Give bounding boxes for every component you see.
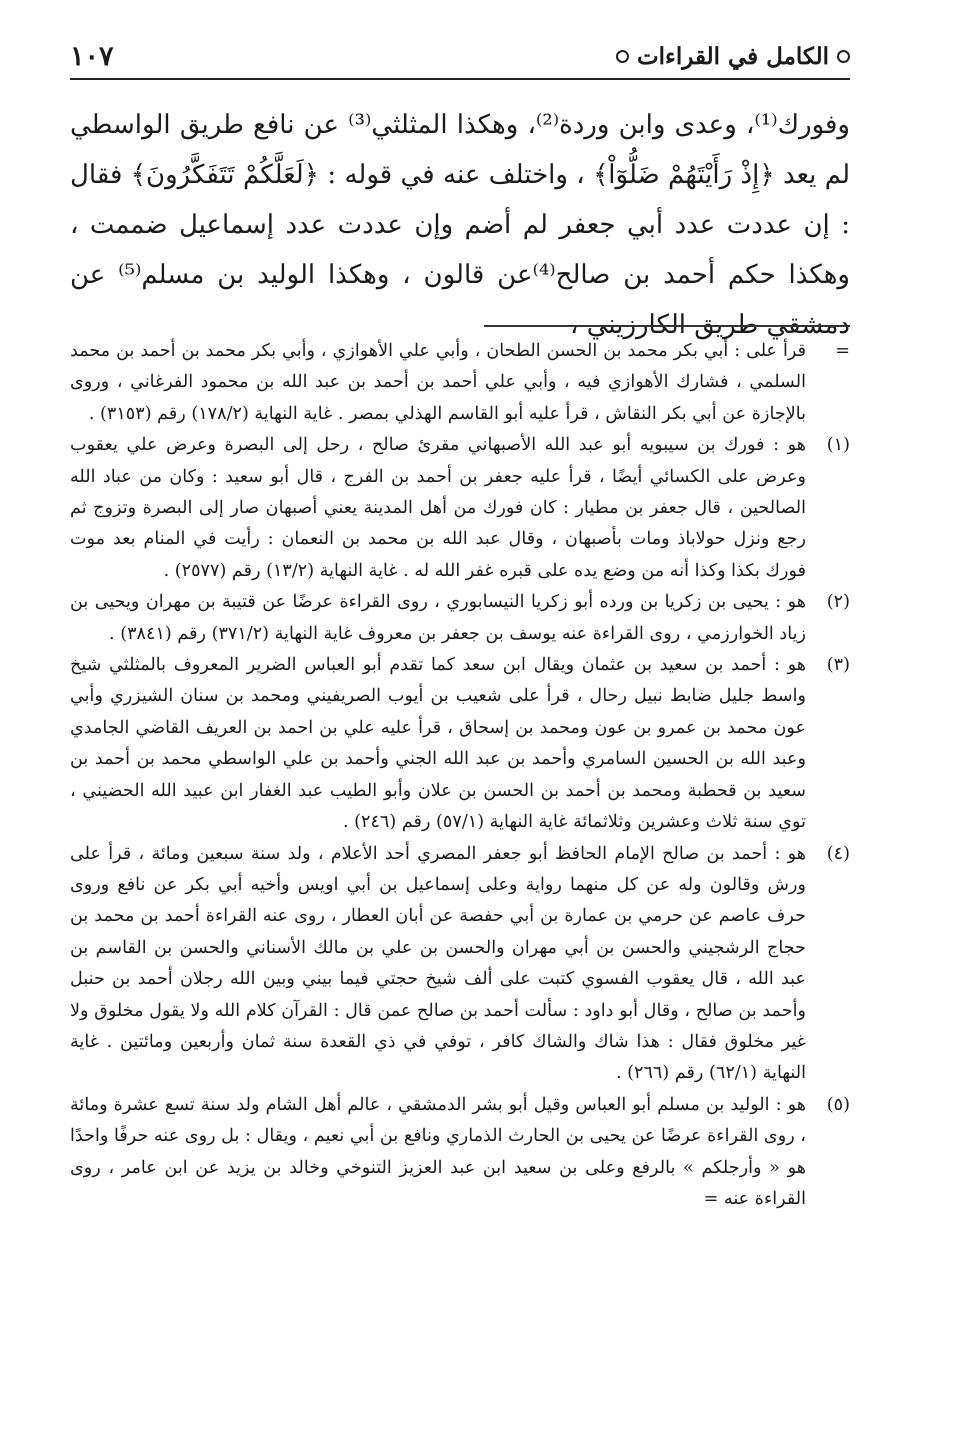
footnote-3 xyxy=(70,650,850,838)
footnote-4 xyxy=(70,839,850,1090)
footnote-text: هو : أحمد بن سعيد بن عثمان ويقال ابن سعد كما تقدم أبو العباس الضرير المعروف بالمثلثي شيخ واسط جليل ضابط نبيل رحال ، قرأ على شعيب بن أيوب الصريفيني ومحمد بن سنان الشيزري وأبي عون محمد بن عمرو بن عون ومحمد بن إسحاق ، قرأ عليه علي بن احمد بن العريف القاضي الجامدي وعبد الله بن الحسين السامري وأحمد بن عبد الله الجني وأحمد بن علي الواسطي محمد بن أحمد بن سعيد بن قحطبة ومحمد بن أحمد بن الحسن بن علان وأبو الطيب عبد الغفار ابن عبيد الله الحضيني ، توي سنة ثلاث وعشرين وثلاثمائة غاية النهاية (٥٧/١) رقم (٢٤٦) . xyxy=(70,655,807,833)
circle-ornament-icon xyxy=(837,50,850,63)
running-title-text: الكامل في القراءات xyxy=(637,42,829,70)
footnotes xyxy=(70,336,850,1215)
footnote-mark: (٢) xyxy=(826,592,850,613)
circle-ornament-icon xyxy=(616,50,629,63)
main-paragraph: وفورك⁽¹⁾، وعدى وابن وردة⁽²⁾، وهكذا المثلثي⁽³⁾ عن نافع طريق الواسطي لم يعد ﴿إِذْ رَأَيْتَهُمْ ضَلُّوٓاْ﴾ ، واختلف عنه في قوله : ﴿لَعَلَّكُمْ تَتَفَكَّرُونَ﴾ فقال : إن عددت عدد أبي جعفر لم أضم وإن عددت عدد إسماعيل ضممت ، وهكذا حكم أحمد بن صالح⁽⁴⁾عن قالون ، وهكذا الوليد بن مسلم⁽⁵⁾ عن دمشقي طريق الكارزيني ، xyxy=(70,110,850,340)
footnote-continuation xyxy=(70,336,850,430)
footnote-text: هو : الوليد بن مسلم أبو العباس وقيل أبو بشر الدمشقي ، عالم أهل الشام ولد سنة تسع عشرة ومائة ، روى القراءة عرضًا عن يحيى بن الحارث الذماري ونافع بن أبي نعيم ، ويقال : بل روى عنه حرفًا واحدًا هو « وأرجلكم » بالرفع وعلى بن سعيد ابن عبد العزيز التنوخي وخالد بن يزيد عن ابن عامر ، روى القراءة عنه = xyxy=(70,1094,806,1209)
footnote-1 xyxy=(70,430,850,587)
running-title xyxy=(616,43,850,70)
footnote-mark: (٥) xyxy=(826,1094,850,1115)
footnote-mark: (٣) xyxy=(826,655,850,676)
footnote-text: هو : أحمد بن صالح الإمام الحافظ أبو جعفر المصري أحد الأعلام ، ولد سنة سبعين ومائة ، قرأ على ورش وقالون وله عن كل منهما رواية وعلى إسماعيل بن أبي اويس وأخيه أبي بكر عن نافع وروى حرف عاصم عن حرمي بن عمارة بن أبي حفصة عن أبان العطار ، روى عنه القراءة أحمد بن محمد بن حجاج الرشجيني والحسن بن أبي مهران والحسن بن علي بن مالك الأسناني والحسن بن القاسم بن عبد الله ، قال يعقوب الفسوي كتبت على ألف شيخ حجتي فيما بيني وبين الله رجلان أحمد بن حنبل وأحمد بن صالح ، وقال أبو داود : سألت أحمد بن صالح عمن قال : القرآن كلام الله ولا يقول مخلوق ولا غير مخلوق فقال : هذا شاك والشاك كافر ، توفي في ذي القعدة سنة ثمان وأربعين ومائتين . غاية النهاية (٦٢/١) رقم (٢٦٦) . xyxy=(70,843,806,1084)
page-number: ١٠٧ xyxy=(70,40,114,72)
footnote-mark: (٤) xyxy=(826,843,850,864)
footnote-5 xyxy=(70,1090,850,1216)
footnote-mark: (١) xyxy=(826,435,850,456)
page-header xyxy=(70,34,850,80)
footnote-2 xyxy=(70,587,850,650)
main-text xyxy=(70,100,850,350)
footnote-text: هو : يحيى بن زكريا بن ورده أبو زكريا النيسابوري ، روى القراءة عرضًا عن قتيبة بن مهران ويحيى بن زياد الخوارزمي ، روى القراءة عنه يوسف بن جعفر بن معروف غاية النهاية (٣٧١/٢) رقم (٣٨٤١) . xyxy=(70,592,806,644)
footnote-text: قرأ على : أبي بكر محمد بن الحسن الطحان ، وأبي علي الأهوازي ، وأبي بكر محمد بن أحمد بن محمد السلمي ، فشارك الأهوازي فيه ، وأبي علي أحمد بن أحمد بن عبد الله بن محمود الفرغاني ، وروى بالإجازة عن أبي بكر النقاش ، قرأ عليه أبو القاسم الهذلي بمصر . غاية النهاية (١٧٨/٢) رقم (٣١٥٣) . xyxy=(70,341,806,424)
footnote-text: هو : فورك بن سيبويه أبو عبد الله الأصبهاني مقرئ صالح ، رحل إلى البصرة وعرض علي يعقوب وعرض على الكسائي أيضًا ، قرأ عليه جعفر بن أحمد بن الفرج ، قال أبو سعيد : وكان من عباد الله الصالحين ، قال جعفر بن مطيار : كان فورك من أهل المدينة يعني أصبهان صار إلى البصرة وتزوج ثم رجع ونزل حولاباذ ومات بأصبهان ، وقال عبد الله بن محمد بن النعمان : رأيت في المنام بعد موت فورك بكذا وكذا أنه من وضع يده على قبره غفر الله له . غاية النهاية (١٣/٢) رقم (٢٥٧٧) . xyxy=(70,435,806,581)
footnote-mark: = xyxy=(835,341,850,361)
footnote-divider xyxy=(484,325,850,327)
